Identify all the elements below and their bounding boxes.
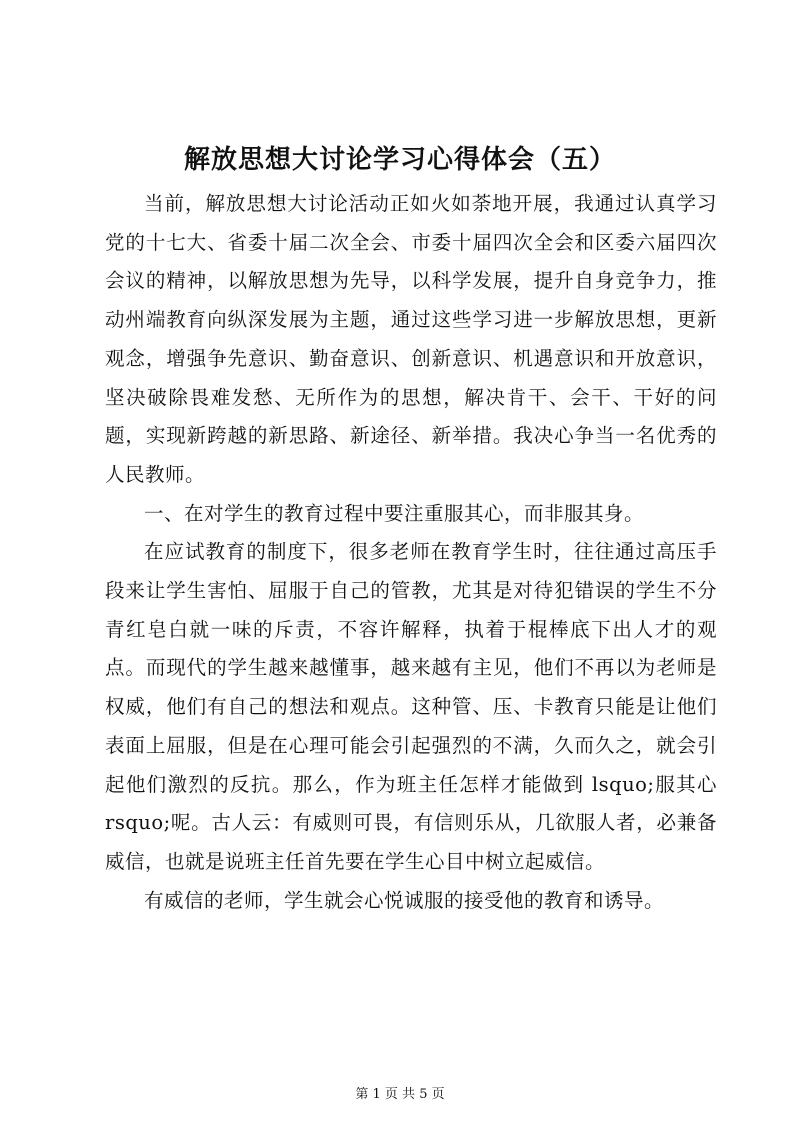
document-body [105, 185, 717, 920]
paragraph-prestige: 有威信的老师，学生就会心悦诚服的接受他的教育和诱导。 [144, 888, 665, 912]
paragraph-exam-education: 在应试教育的制度下，很多老师在教育学生时，往往通过高压手段来让学生害怕、屈服于自己的管教，尤其是对待犯错误的学生不分青红皂白就一味的斥责，不容许解释，执着于棍棒底下出人才的观点。而现代的学生越来越懂事，越来越有主见，他们不再以为老师是权威，他们有自己的想法和观点。这种管、压、卡教育只能是让他们表面上屈服，但是在心理可能会引起强烈的不满，久而久之，就会引起他们激烈的反抗。那么，作为班主任怎样才能做到 lsquo;服其心 rsquo;呢。古人云：有威则可畏，有信则乐从，几欲服人者，必兼备威信，也就是说班主任首先要在学生心目中树立起威信。 [105, 540, 717, 873]
document-title: 解放思想大讨论学习心得体会（五） [183, 145, 616, 175]
paragraph-heading-one: 一、在对学生的教育过程中要注重服其心，而非服其身。 [144, 501, 645, 525]
page-number-footer: 第 1 页 共 5 页 [355, 1087, 445, 1102]
paragraph-intro: 当前，解放思想大讨论活动正如火如荼地开展，我通过认真学习党的十七大、省委十届二次全会、市委十届四次全会和区委六届四次会议的精神，以解放思想为先导，以科学发展，提升自身竞争力，推动州端教育向纵深发展为主题，通过这些学习进一步解放思想，更新观念，增强争先意识、勤奋意识、创新意识、机遇意识和开放意识，坚决破除畏难发愁、无所作为的思想，解决肯干、会干、干好的问题，实现新跨越的新思路、新途径、新举措。我决心争当一名优秀的人民教师。 [105, 192, 717, 486]
